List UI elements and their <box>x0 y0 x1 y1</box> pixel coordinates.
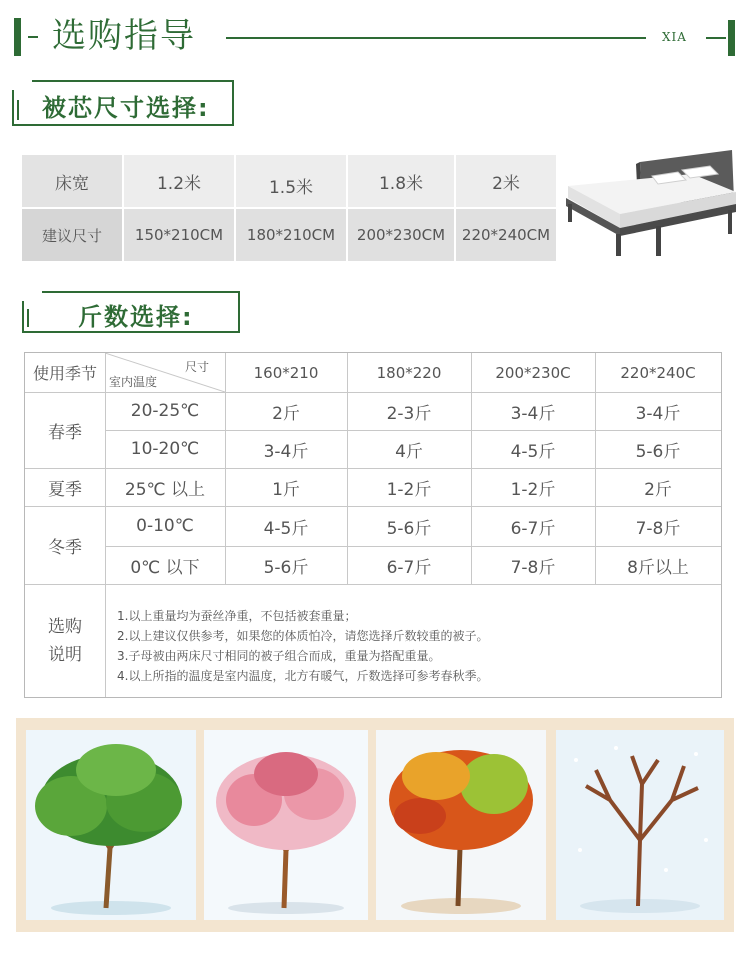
size-section-title-box <box>12 80 234 126</box>
suggested-size-cell: 220*240CM <box>461 226 551 244</box>
header-left-bar <box>14 18 21 56</box>
weight-cell: 5-6斤 <box>635 441 681 462</box>
weight-cell: 1-2斤 <box>510 479 556 500</box>
winter-bare-tree-illustration <box>556 730 724 920</box>
note-line: 1.以上重量均为蚕丝净重，不包括被套重量； <box>117 609 357 623</box>
header-right-dash <box>706 37 726 39</box>
weight-cell: 7-8斤 <box>510 557 556 578</box>
weight-cell: 6-7斤 <box>386 557 432 578</box>
size-row-label-width: 床宽 <box>55 173 89 194</box>
header-size-col: 200*230C <box>495 363 571 382</box>
header-left-dash <box>28 36 38 38</box>
temp-cell: 0-10℃ <box>136 516 194 536</box>
weight-table <box>24 352 722 698</box>
suggested-size-cell: 200*230CM <box>356 226 446 244</box>
notes-label-line1: 选购 <box>48 616 82 637</box>
weight-cell: 4-5斤 <box>263 518 309 539</box>
weight-section-title: 斤数选择: <box>78 303 194 331</box>
autumn-tree-illustration <box>376 730 546 920</box>
season-spring: 春季 <box>48 422 82 443</box>
notes-label <box>25 584 105 697</box>
weight-cell: 8斤以上 <box>627 557 689 578</box>
header-temp-label: 室内温度 <box>109 375 158 389</box>
temp-cell: 25℃ 以上 <box>124 479 206 500</box>
weight-cell: 5-6斤 <box>263 557 309 578</box>
temp-cell: 10-20℃ <box>130 439 200 459</box>
weight-cell: 3-4斤 <box>510 403 556 424</box>
bed-width-cell: 1.8米 <box>378 173 424 194</box>
weight-cell: 4-5斤 <box>510 441 556 462</box>
weight-cell: 6-7斤 <box>510 518 556 539</box>
bed-width-cell: 2米 <box>492 173 520 194</box>
spring-blossom-tree-illustration <box>204 730 368 920</box>
page-title: 选购指导 <box>52 16 196 56</box>
notes-label-line2: 说明 <box>48 644 82 665</box>
weight-cell: 4斤 <box>395 441 423 462</box>
bed-photo <box>560 140 740 265</box>
weight-cell: 2-3斤 <box>386 403 432 424</box>
suggested-size-cell: 180*210CM <box>246 226 336 244</box>
note-line: 2.以上建议仅供参考，如果您的体质怕冷，请您选择斤数较重的被子。 <box>117 629 489 643</box>
header-size-label: 尺寸 <box>185 360 210 374</box>
note-line: 4.以上所指的温度是室内温度，北方有暖气，斤数选择可参考春秋季。 <box>117 669 489 683</box>
bed-width-cell: 1.2米 <box>156 173 202 194</box>
header-right-bar <box>728 20 735 56</box>
suggested-size-cell: 150*210CM <box>134 226 224 244</box>
header-season: 使用季节 <box>32 364 97 383</box>
weight-cell: 5-6斤 <box>386 518 432 539</box>
weight-cell: 2斤 <box>272 403 300 424</box>
weight-cell: 3-4斤 <box>263 441 309 462</box>
size-row-label-size: 建议尺寸 <box>41 226 102 245</box>
size-section-title: 被芯尺寸选择: <box>42 94 210 122</box>
temp-cell: 20-25℃ <box>130 401 200 421</box>
season-winter: 冬季 <box>48 537 82 558</box>
weight-cell: 2斤 <box>644 479 672 500</box>
header-size-col: 160*210 <box>253 363 319 382</box>
weight-cell: 7-8斤 <box>635 518 681 539</box>
summer-tree-illustration <box>26 730 196 920</box>
header-size-col: 180*220 <box>376 363 442 382</box>
temp-cell: 0℃ 以下 <box>130 557 200 578</box>
size-table <box>22 155 556 261</box>
weight-cell: 3-4斤 <box>635 403 681 424</box>
bed-width-cell: 1.5米 <box>268 177 314 198</box>
weight-cell: 1斤 <box>272 479 300 500</box>
header-divider <box>226 37 646 39</box>
note-line: 3.子母被由两床尺寸相同的被子组合而成，重量为搭配重量。 <box>117 649 441 663</box>
weight-section-title-box <box>22 291 240 333</box>
brand-mark: XIA <box>662 30 687 44</box>
header-size-col: 220*240C <box>620 363 696 382</box>
weight-cell: 1-2斤 <box>386 479 432 500</box>
season-summer: 夏季 <box>48 479 82 500</box>
